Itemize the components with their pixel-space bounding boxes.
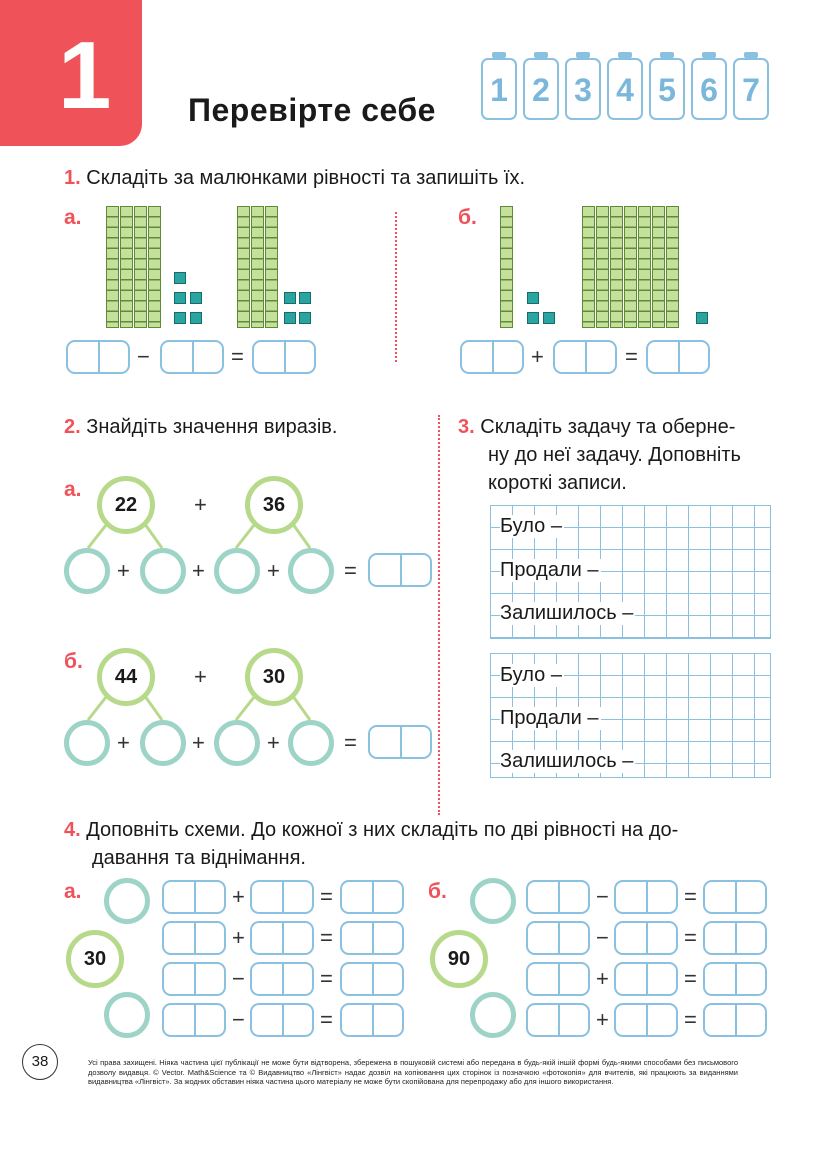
- operator: =: [320, 925, 333, 950]
- task2-label-a: а.: [64, 478, 82, 501]
- progress-chip: 1: [481, 58, 517, 120]
- number-circle: 36: [245, 476, 303, 534]
- progress-chip: 2: [523, 58, 559, 120]
- answer-circle[interactable]: [214, 720, 260, 766]
- answer-box[interactable]: [526, 880, 590, 914]
- progress-chip: 3: [565, 58, 601, 120]
- task1-label-a: а.: [64, 206, 82, 229]
- task3-heading: 3. Складіть задачу та оберне- ну до неї задачу. Доповніть короткі записи.: [458, 416, 741, 494]
- operator: =: [684, 966, 697, 991]
- number-circle: 30: [245, 648, 303, 706]
- operator: −: [232, 966, 245, 991]
- answer-circle[interactable]: [288, 720, 334, 766]
- answer-box[interactable]: [614, 1003, 678, 1037]
- task2-label-b: б.: [64, 650, 83, 673]
- answer-box[interactable]: [526, 1003, 590, 1037]
- unit-number: 1: [58, 22, 112, 129]
- answer-box[interactable]: [703, 962, 767, 996]
- grid-row-label: Продали –: [500, 707, 599, 729]
- operator: =: [625, 344, 638, 369]
- answer-box[interactable]: [703, 880, 767, 914]
- number-circle: 30: [66, 930, 124, 988]
- answer-circle[interactable]: [64, 548, 110, 594]
- operator: +: [267, 558, 280, 583]
- answer-box[interactable]: [614, 921, 678, 955]
- answer-circle[interactable]: [288, 548, 334, 594]
- answer-box[interactable]: [526, 962, 590, 996]
- answer-box[interactable]: [250, 921, 314, 955]
- answer-box[interactable]: [526, 921, 590, 955]
- answer-circle[interactable]: [104, 878, 150, 924]
- answer-box[interactable]: [368, 725, 432, 759]
- answer-box[interactable]: [162, 880, 226, 914]
- operator: +: [192, 730, 205, 755]
- answer-box[interactable]: [614, 880, 678, 914]
- operator: +: [232, 884, 245, 909]
- answer-box[interactable]: [250, 880, 314, 914]
- answer-box[interactable]: [340, 962, 404, 996]
- operator: +: [194, 492, 207, 517]
- operator: +: [117, 558, 130, 583]
- operator: =: [320, 966, 333, 991]
- answer-circle[interactable]: [470, 878, 516, 924]
- answer-circle[interactable]: [64, 720, 110, 766]
- progress-chip: 4: [607, 58, 643, 120]
- answer-circle[interactable]: [214, 548, 260, 594]
- operator: =: [320, 1007, 333, 1032]
- copyright-notice: Усі права захищені. Ніяка частина цієї публікації не може бути відтворена, збережена в пошуковій системі або передана в будь-якій іншій формі будь-якими способами без письмового дозволу видавця. © Vector. Math&Science та © Видавництво «Лінгвіст» надає дозвіл на копіювання цих сторінок із позначкою «фотокопія» для вчителів, які працюють за виданнями видавництва «Лінгвіст». За жодних обставин ніяка частина цього матеріалу не може бути скопійована для перепродажу або для іншого використання.: [88, 1058, 738, 1086]
- operator: +: [596, 1007, 609, 1032]
- task4-label-a: а.: [64, 880, 82, 903]
- answer-box[interactable]: [340, 1003, 404, 1037]
- operator: =: [231, 344, 244, 369]
- operator: +: [117, 730, 130, 755]
- answer-circle[interactable]: [470, 992, 516, 1038]
- answer-box[interactable]: [250, 962, 314, 996]
- answer-box[interactable]: [703, 1003, 767, 1037]
- operator: +: [192, 558, 205, 583]
- answer-box[interactable]: [162, 962, 226, 996]
- task1-heading: 1. Складіть за малюнками рівності та запишіть їх.: [64, 167, 526, 189]
- answer-box[interactable]: [250, 1003, 314, 1037]
- answer-box[interactable]: [340, 921, 404, 955]
- operator: −: [596, 884, 609, 909]
- operator: +: [596, 966, 609, 991]
- operator: +: [267, 730, 280, 755]
- answer-box[interactable]: [162, 1003, 226, 1037]
- operator: +: [232, 925, 245, 950]
- grid-row-label: Залишилось –: [500, 602, 634, 624]
- operator: −: [137, 344, 150, 369]
- task2-heading: 2. Знайдіть значення виразів.: [64, 416, 338, 438]
- answer-circle[interactable]: [140, 720, 186, 766]
- answer-circle[interactable]: [140, 548, 186, 594]
- page-title: Перевірте себе: [188, 92, 436, 128]
- operator: =: [684, 925, 697, 950]
- operator: =: [320, 884, 333, 909]
- answer-box[interactable]: [368, 553, 432, 587]
- task4-label-b: б.: [428, 880, 447, 903]
- operator: +: [531, 344, 544, 369]
- number-circle: 22: [97, 476, 155, 534]
- answer-box[interactable]: [614, 962, 678, 996]
- answer-circle[interactable]: [104, 992, 150, 1038]
- progress-chip: 7: [733, 58, 769, 120]
- progress-chip: 6: [691, 58, 727, 120]
- operator: −: [596, 925, 609, 950]
- operator: =: [344, 558, 357, 583]
- operator: =: [684, 1007, 697, 1032]
- grid-row-label: Залишилось –: [500, 750, 634, 772]
- grid-row-label: Було –: [500, 515, 562, 537]
- answer-box[interactable]: [162, 921, 226, 955]
- operator: =: [344, 730, 357, 755]
- page-number: 38: [22, 1044, 58, 1080]
- operator: −: [232, 1007, 245, 1032]
- task4-heading: 4. Доповніть схеми. До кожної з них складіть по дві рівності на до- давання та віднімання.: [64, 819, 679, 869]
- number-circle: 90: [430, 930, 488, 988]
- answer-box[interactable]: [703, 921, 767, 955]
- progress-chip: 5: [649, 58, 685, 120]
- operator: =: [684, 884, 697, 909]
- task1-label-b: б.: [458, 206, 477, 229]
- answer-box[interactable]: [340, 880, 404, 914]
- grid-row-label: Продали –: [500, 559, 599, 581]
- number-circle: 44: [97, 648, 155, 706]
- grid-row-label: Було –: [500, 664, 562, 686]
- operator: +: [194, 664, 207, 689]
